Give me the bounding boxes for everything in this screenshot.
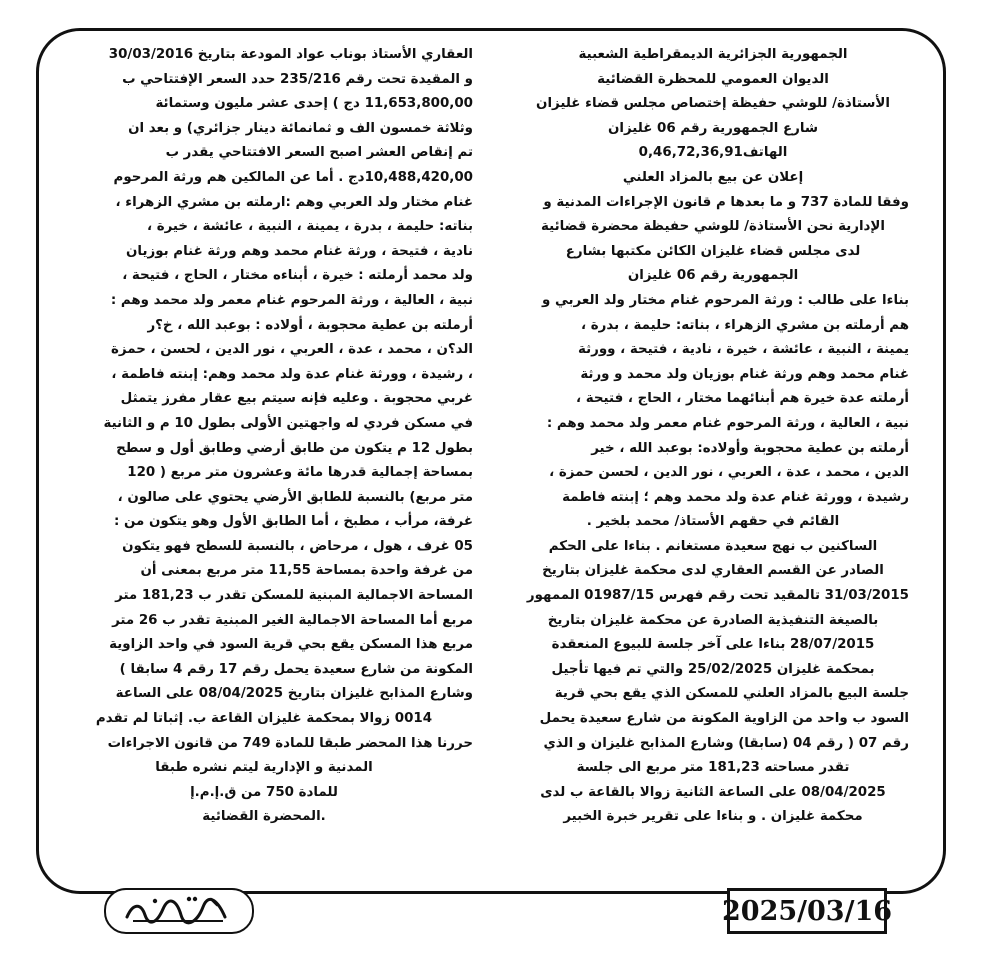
right-column-line: أرملته عدة خيرة هم أبنائهما مختار ، الحاج ، فتيحة ، <box>576 391 909 407</box>
publication-date: 2025/03/16 <box>727 888 887 934</box>
left-column-line: في مسكن فردي له واجهتين الأولى بطول 10 م و الثانية <box>103 415 473 431</box>
right-column-line: رقم 07 ( رقم 04 (سابقا) وشارع المذابح غليزان و الذي <box>543 735 909 751</box>
right-column-line: الجمهورية رقم 06 غليزان <box>627 268 799 284</box>
left-column-line: وثلاثة خمسون الف و ثمانمائة دينار جزائري) و بعد ان <box>128 120 473 136</box>
left-column-line: بطول 12 م يتكون من طابق أرضي وطابق أول و سطح <box>116 440 473 456</box>
right-column-line: غنام محمد وهم ورثة غنام بوزيان ولد محمد و ورثة <box>580 366 909 382</box>
right-column-line: الجمهورية الجزائرية الديمقراطية الشعبية <box>578 47 848 62</box>
right-column-line: السود ب واحد من الزاوية المكونة من شارع سعيدة يحمل <box>539 711 909 727</box>
right-column-line: الساكنين ب نهج سعيدة مستغانم . بناءا على الحكم <box>548 538 878 554</box>
left-column-line: غنام مختار ولد العربي وهم :ارملته بن مشري الزهراء ، <box>115 194 473 210</box>
right-column-line: الدين ، محمد ، عدة ، العربي ، نور الدين ، لحسن حمزة ، <box>549 465 909 481</box>
left-column-line: نبية ، العالية ، ورثة المرحوم غنام معمر ولد محمد وهم : <box>110 292 473 308</box>
right-column-line: هم أرملته بن مشري الزهراء ، بناته: حليمة ، بدرة ، <box>581 317 909 333</box>
left-column-line: .المحضرة القضائية <box>202 809 326 825</box>
left-column-line: ولد محمد أرملته : خيرة ، أبناءه مختار ، الحاج ، فتيحة ، <box>122 268 473 284</box>
right-column-line: أرملته بن عطية محجوبة وأولاده: بوعبد الله ، خير <box>591 440 909 456</box>
left-column-line: وشارع المذابح غليزان بتاريخ 08/04/2025 على الساعة <box>115 686 473 702</box>
right-column-line: شارع الجمهورية رقم 06 غليزان <box>607 120 819 136</box>
left-column-line: 05 غرف ، هول ، مرحاض ، بالنسبة للسطح فهو يتكون <box>122 538 473 554</box>
right-column-line: الصادر عن القسم العقاري لدى محكمة غليزان بتاريخ <box>542 563 884 579</box>
left-column-line: المكونة من شارع سعيدة يحمل رقم 17 رقم 4 سابقا ) <box>119 661 473 677</box>
left-column-line: مربع أما المساحة الاجمالية الغير المبنية تقدر ب 26 متر <box>112 612 473 628</box>
right-column-line: بالصيغة التنفيذية الصادرة عن محكمة غليزان بتاريخ <box>547 612 879 628</box>
right-column-line: إعلان عن بيع بالمزاد العلني <box>622 169 804 185</box>
left-column-line: متر مربع) بالنسبة للطابق الأرضي يحتوي على صالون ، <box>117 489 473 505</box>
newspaper-logo-icon <box>119 893 239 929</box>
left-column-line: المدنية و الإدارية ليتم نشره طبقا <box>155 760 373 776</box>
left-column-line: بناته: حليمة ، بدرة ، يمينة ، النبية ، عائشة ، خيرة ، <box>146 219 473 235</box>
right-column-line: بمحكمة غليزان 25/02/2025 والتي تم فيها تأجيل <box>551 661 875 677</box>
right-column-line: بناءا على طالب : ورثة المرحوم غنام مختار ولد العربي و <box>542 292 909 308</box>
notice-frame <box>36 28 946 894</box>
right-column-line: 08/04/2025 على الساعة الثانية زوالا بالقاعة ب لدى <box>540 784 886 800</box>
left-column-line: غربي محجوبة . وعليه فإنه سيتم بيع عقار مفرز يتمثل <box>120 391 473 407</box>
left-column-line: أرملته بن عطية محجوبة ، أولاده : بوعبد الله ، خ؟ر <box>147 317 473 333</box>
right-column-line: لدى مجلس قضاء غليزان الكائن مكتبها بشارع <box>565 243 861 259</box>
left-column-line: 10,488,420,00دج . أما عن المالكين هم ورثة المرحوم <box>113 169 473 185</box>
left-column-line: نادية ، فتيحة ، ورثة غنام محمد وهم ورثة غنام بوزيان <box>126 243 473 259</box>
right-column-line: يمينة ، النبية ، عائشة ، خيرة ، نادية ، فتيحة ، وورثة <box>577 342 909 358</box>
right-column-line: 31/03/2015 تالمقيد تحت رقم فهرس 01987/15 الممهور <box>526 588 909 604</box>
right-column-line: جلسة البيع بالمزاد العلني للمسكن الذي يقع بحي قرية <box>554 686 909 702</box>
right-column-line: نبية ، العالية ، ورثة المرحوم غنام معمر ولد محمد وهم : <box>546 415 909 431</box>
right-column-line: الهاتف0,46,72,36,91 <box>638 145 788 161</box>
right-column-line: الأستاذة/ للوشي حفيظة إختصاص مجلس قضاء غليزان <box>536 96 890 112</box>
left-column-line: من غرفة واحدة بمساحة 11,55 متر مربع بمعنى أن <box>140 563 473 579</box>
right-column-line: 28/07/2015 بناءا على آخر جلسة للبيوع المنعقدة <box>551 637 875 653</box>
left-column-line: 11,653,800,00 دج ) إحدى عشر مليون وستمائة <box>155 96 473 112</box>
right-column-line: وفقا للمادة 737 و ما بعدها م قانون الإجراءات المدنية و <box>543 194 909 210</box>
left-column-line: حررنا هذا المحضر طبقا للمادة 749 من قانون الاجراءات <box>107 735 473 751</box>
left-column-line: ، رشيدة ، وورثة غنام عدة ولد محمد وهم: إبنته فاطمة ، <box>111 366 473 382</box>
right-column-line: محكمة غليزان . و بناءا على تقرير خبرة الخبير <box>563 809 863 825</box>
notice-right-column <box>517 43 909 830</box>
newspaper-logo <box>104 888 254 934</box>
left-column-line: الد؟ن ، محمد ، عدة ، العربي ، نور الدين ، لحسن ، حمزة <box>111 342 473 358</box>
left-column-line: العقاري الأستاذ بوناب عواد المودعة بتاريخ 30/03/2016 <box>108 47 473 62</box>
right-column-line: الديوان العمومي للمحظرة القضائية <box>597 71 829 87</box>
right-column-line: القائم في حقهم الأستاذ/ محمد بلخير . <box>586 514 840 530</box>
left-column-line: المساحة الاجمالية المبنية للمسكن تقدر ب 181,23 متر <box>115 588 473 604</box>
right-column-line: رشيدة ، وورثة غنام عدة ولد محمد وهم ؛ إبنته فاطمة <box>562 489 909 505</box>
left-column-line: غرفة، مرأب ، مطبخ ، أما الطابق الأول وهو يتكون من : <box>113 514 473 530</box>
left-column-line: للمادة 750 من ق.إ.م.إ <box>190 784 338 800</box>
left-column-line: تم إنقاص العشر اصبح السعر الافتتاحي يقدر ب <box>165 145 473 161</box>
right-column-line: تقدر مساحته 181,23 متر مربع الى جلسة <box>576 760 850 776</box>
notice-left-column <box>55 43 473 830</box>
left-column-line: 0014 زوالا بمحكمة غليزان القاعة ب. إثباتا لم تقدم <box>95 711 433 727</box>
left-column-line: بمساحة إجمالية قدرها مائة وعشرون متر مربع ( 120 <box>127 465 473 481</box>
left-column-line: و المقيدة تحت رقم 235/216 حدد السعر الإفتتاحي ب <box>122 71 473 87</box>
left-column-line: مربع هذا المسكن يقع بحي قرية السود في واحد الزاوية <box>109 637 473 653</box>
right-column-line: الإدارية نحن الأستاذة/ للوشي حفيظة محضرة قضائية <box>541 219 885 235</box>
